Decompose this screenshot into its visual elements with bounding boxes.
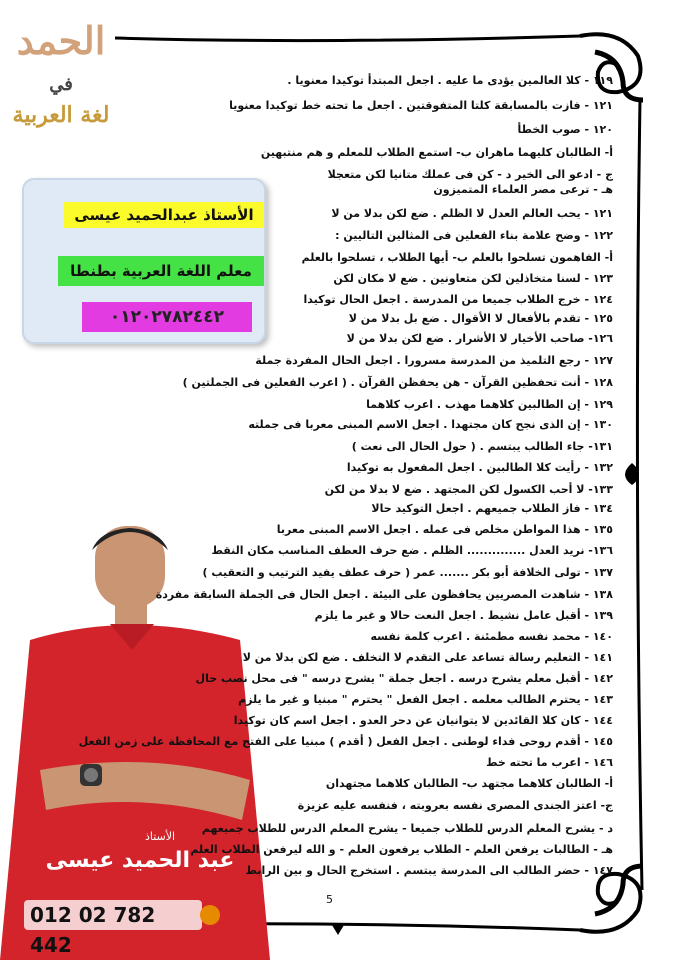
teacher-role: معلم اللغة العربية بطنطا [58, 256, 264, 286]
exercise-line: ١٤٠ - محمد نفسه مطمئنة . اعرب كلمة نفسه [370, 630, 613, 643]
exercise-line: ١٣٥ - هذا المواطن مخلص فى عمله . اجعل الاسم المبنى معربا [276, 523, 613, 536]
exercise-line: ١٢٤ - خرج الطلاب جميعا من المدرسة . اجعل الحال توكيدا [303, 293, 613, 306]
exercise-line: ١٢١ - يحب العالم العدل لا الظلم . ضع لكن بدلا من لا [331, 207, 613, 220]
exercise-line: ١٣٠ - إن الذى نجح كان مجتهدا . اجعل الاسم المبنى معربا فى جملته [248, 418, 613, 431]
exercise-line: ١٢٧ - رجع التلميذ من المدرسة مسرورا . اجعل الحال المفردة جملة [255, 354, 613, 367]
exercise-line: ١٢٦- صاحب الأخيار لا الأشرار . ضع لكن بدلا من لا [346, 332, 613, 345]
exercise-line: ١٣٤ - فاز الطلاب جميعهم . اجعل التوكيد حالا [371, 502, 613, 515]
exercise-line: ١٢٨ - أنت تحفظين القرآن - هن يحفظن القرآن . ( اعرب الفعلين فى الجملتين ) [182, 376, 613, 389]
exercise-line: ١٤٣ - يحترم الطالب معلمه . اجعل الفعل " يحترم " مبنيا و غير ما يلزم [238, 693, 613, 706]
brand-logo [2, 18, 120, 146]
exercise-line: ١٣١- جاء الطالب يبتسم . ( حول الحال الى نعت ) [351, 440, 613, 453]
page-number: 5 [326, 893, 333, 906]
exercise-line: ١٣٩ - أقبل عامل نشيط . اجعل النعت حالا و غير ما يلزم [314, 609, 613, 622]
exercise-line: ١٣٨ - شاهدت المصريين يحافظون على البيئة . اجعل الحال فى الجملة السابقة مفردة [155, 588, 613, 601]
exercise-line: ١٢٩ - إن الطالبين كلاهما مهذب . اعرب كلاهما [366, 398, 613, 411]
exercise-line: ١٣٢ - رأيت كلا الطالبين . اجعل المفعول به توكيدا [346, 461, 613, 474]
exercise-line: ج- اعتز الجندى المصرى نفسه بعروبته ، فنفسه عليه عزيزة [297, 799, 613, 812]
exercise-line: ١٤٥ - أقدم روحى فداء لوطنى . اجعل الفعل ( أقدم ) مبنيا على الفتح مع المحافظة على زمن الفعل [78, 735, 613, 748]
exercise-line: أ- الطالبان كليهما ماهران ب- استمع الطلاب للمعلم و هم منتبهين [260, 146, 613, 159]
teacher-name: الأستاذ عبدالحميد عيسى [64, 202, 264, 228]
exercise-line: هـ - ترعى مصر العلماء المتميزون [433, 183, 613, 196]
exercise-line: ١٤٤ - كان كلا القائدين لا يتوانيان عن دحر العدو . اجعل اسم كان توكيدا [233, 714, 613, 727]
exercise-line: ١٢١ - فازت بالمسابقة كلتا المتفوقتين . اجعل ما تحته خط توكيدا معنويا [229, 99, 613, 112]
logo-text-3: لغة العربية [12, 102, 110, 128]
logo-text-2: في [49, 74, 73, 95]
exercise-line: د - يشرح المعلم الدرس للطلاب جميعا - يشرح المعلم الدرس للطلاب جميعهم [201, 822, 613, 835]
exercise-line: ١٢٠ - صوب الخطأ [517, 123, 613, 136]
exercise-line: ١٢٣ - لسنا متخاذلين لكن متعاونين . ضع لا مكان لكن [333, 272, 613, 285]
photo-caption-title: الأستاذ [144, 830, 176, 843]
exercise-line: ١١٩ - كلا العالمين يؤدى ما عليه . اجعل المبتدأ توكيدا معنويا . [287, 74, 613, 87]
exercise-line: ١٢٢ - وضح علامة بناء الفعلين فى المثالين التاليين : [335, 229, 613, 242]
exercise-line: ١٤٦ - اعرب ما تحته خط [486, 756, 613, 769]
exercise-line: هـ - الطالبات يرفعن العلم - الطلاب يرفعون العلم - و الله ليرفعن الطلاب العلم [190, 843, 613, 856]
phone-icon [200, 905, 220, 925]
logo-text-1: الحمد [16, 18, 106, 63]
exercise-line: ١٤١ - التعليم رسالة تساعد على التقدم لا التخلف . ضع لكن بدلا من لا [242, 651, 613, 664]
teacher-phone: ٠١٢٠٢٧٨٢٤٤٢ [82, 302, 252, 332]
exercise-line: ١٤٢ - أقبل معلم يشرح درسه . اجعل جملة " يشرح درسه " فى محل نصب حال [195, 672, 613, 685]
exercise-line: ج - ادعو الى الخير د - كن فى عملك متانيا لكن متعجلا [327, 168, 613, 181]
exercise-line: ١٢٥ - تقدم بالأفعال لا الأقوال . ضع بل بدلا من لا [348, 312, 613, 325]
exercise-line: أ- الطالبان كلاهما مجتهد ب- الطالبان كلاهما مجتهدان [325, 777, 613, 790]
teacher-info-box [22, 178, 266, 344]
exercise-line: ١٣٣- لا أحب الكسول لكن المجتهد . ضع لا بدلا من لكن [324, 483, 613, 496]
exercise-line: ١٤٧ - حضر الطالب الى المدرسة يبتسم . استخرج الحال و بين الرابط [245, 864, 613, 877]
exercise-line: أ- الفاهمون تسلحوا بالعلم ب- أيها الطلاب ، تسلحوا بالعلم [301, 251, 613, 264]
exercise-line: ١٣٦- نريد العدل .............. الظلم . ضع حرف العطف المناسب مكان النقط [211, 544, 613, 557]
exercise-line: ١٣٧ - تولى الخلافة أبو بكر ....... عمر ( حرف عطف يفيد الترتيب و التعقيب ) [202, 566, 613, 579]
photo-phone-number: 012 02 782 442 [24, 900, 202, 930]
photo-caption-name: عبد الحميد عيسى [45, 848, 235, 873]
